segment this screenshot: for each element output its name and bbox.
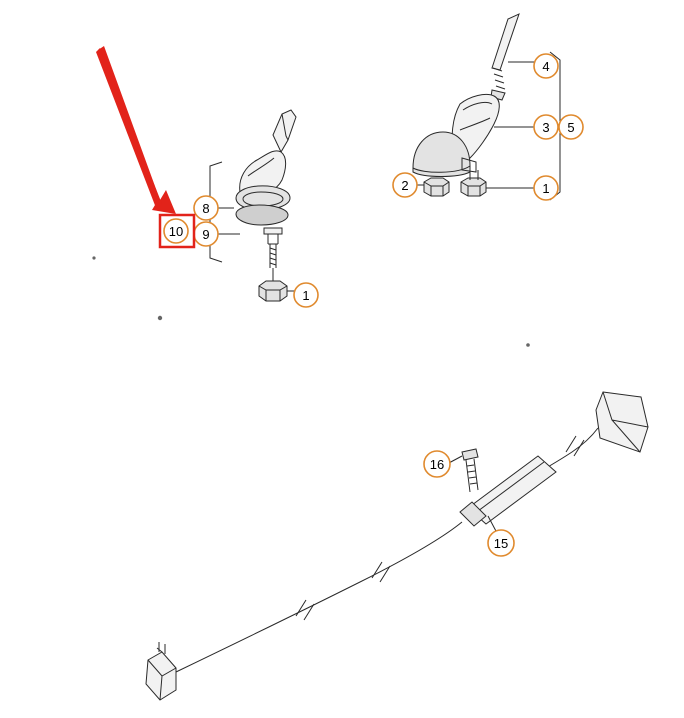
callout-label-4: 4 bbox=[542, 59, 550, 74]
pole-nut-2 bbox=[424, 178, 449, 196]
pole-antenna-assembly bbox=[413, 14, 562, 200]
callout-label-15: 15 bbox=[493, 536, 509, 551]
red-arrow-shaft bbox=[96, 48, 162, 208]
antenna-seal-ring bbox=[236, 205, 288, 225]
antenna-mast bbox=[273, 110, 296, 152]
cable-break-mark-1 bbox=[296, 600, 314, 620]
callout-label-9: 9 bbox=[202, 227, 210, 242]
callout-label-1-left: 1 bbox=[302, 288, 310, 303]
antenna-washer bbox=[264, 228, 282, 234]
antenna-cable-assembly bbox=[146, 392, 648, 700]
callout-label-10: 10 bbox=[168, 224, 184, 239]
callout-label-5: 5 bbox=[567, 120, 575, 135]
highlight-annotation bbox=[96, 46, 194, 247]
scan-speck-b bbox=[158, 316, 162, 320]
antenna-cable bbox=[176, 522, 462, 672]
antenna-threaded-shaft bbox=[270, 244, 276, 268]
scan-speck-a bbox=[92, 256, 95, 259]
cable-break-mark-2 bbox=[372, 562, 390, 582]
pole-nut-1 bbox=[461, 178, 486, 196]
callout-label-3: 3 bbox=[542, 120, 550, 135]
antenna-nut bbox=[259, 281, 287, 301]
callout-label-16: 16 bbox=[429, 457, 445, 472]
antenna-washer-detail bbox=[268, 234, 278, 244]
callout-label-1-right: 1 bbox=[542, 181, 550, 196]
cable-break-mark-3 bbox=[566, 436, 584, 456]
callout-label-2: 2 bbox=[401, 178, 409, 193]
cable-screw-head bbox=[462, 449, 478, 460]
scan-speck-c bbox=[526, 343, 530, 347]
cable-screw-shank bbox=[466, 459, 478, 492]
callout-label-8: 8 bbox=[202, 201, 210, 216]
antenna-rod-thread bbox=[493, 68, 505, 89]
red-arrow-pointer bbox=[98, 46, 176, 214]
